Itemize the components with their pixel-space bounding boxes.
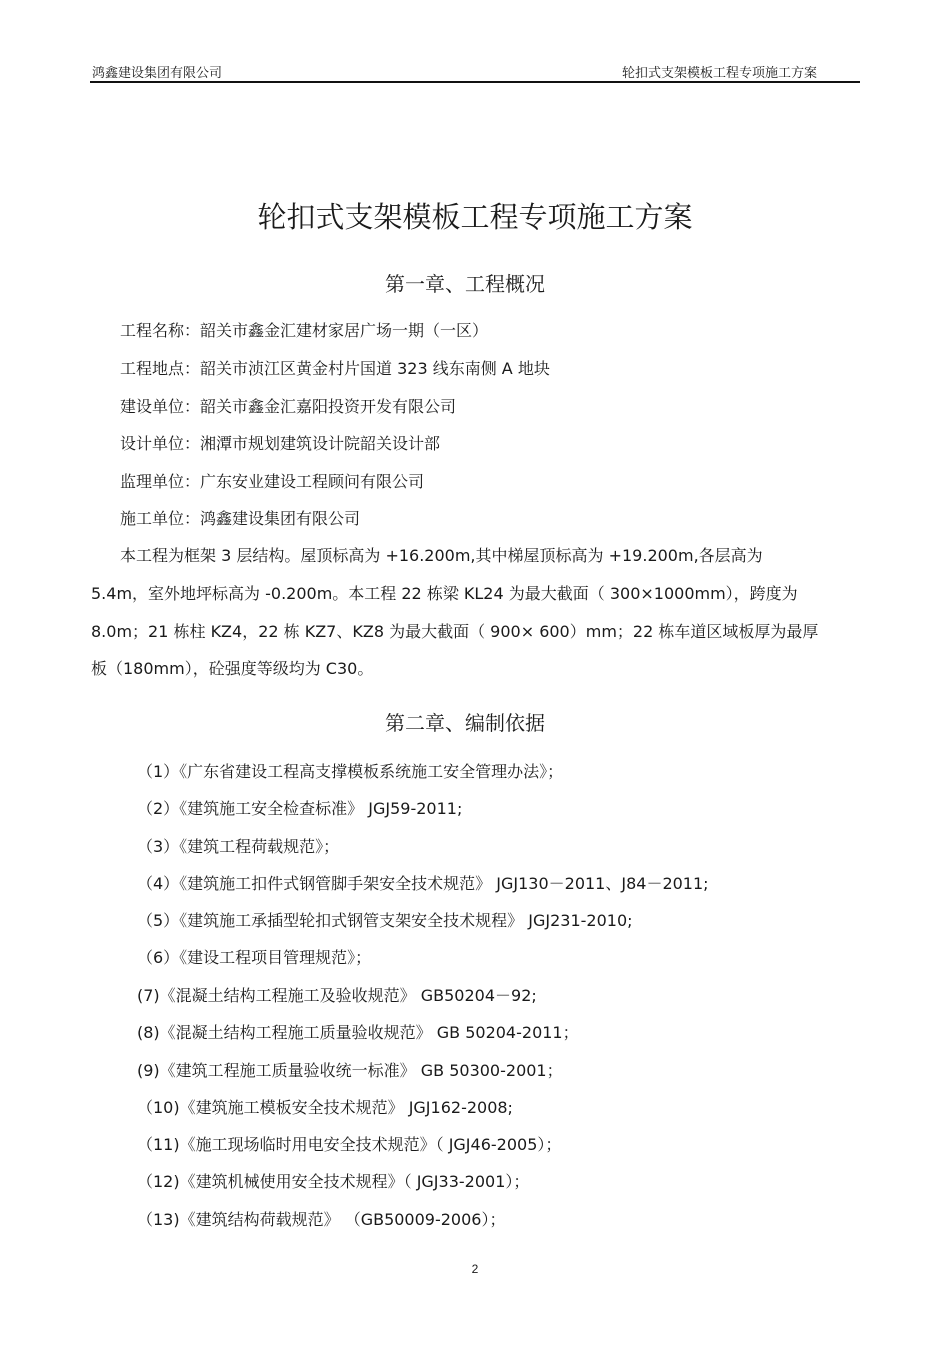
header-company: 鸿鑫建设集团有限公司 <box>92 66 223 81</box>
reference-item: （4）《建筑施工扣件式钢管脚手架安全技术规范》 JGJ130－2011、J84－2011; <box>137 874 709 893</box>
reference-item: （6）《建设工程项目管理规范》； <box>137 948 372 967</box>
reference-item: （3）《建筑工程荷载规范》； <box>137 837 340 856</box>
overview-paragraph-line: 板（180mm），砼强度等级均为 C30。 <box>91 659 374 678</box>
project-info-supervisor: 监理单位：广东安业建设工程顾问有限公司 <box>120 472 425 491</box>
document-title: 轮扣式支架模板工程专项施工方案 <box>257 200 693 234</box>
chapter-1-heading: 第一章、工程概况 <box>385 272 545 296</box>
chapter-2-heading: 第二章、编制依据 <box>385 711 545 735</box>
project-info-location: 工程地点：韶关市浈江区黄金村片国道 323 线东南侧 A 地块 <box>120 359 550 378</box>
reference-item: （10)《建筑施工模板安全技术规范》 JGJ162-2008; <box>137 1098 513 1117</box>
project-info-contractor: 施工单位：鸿鑫建设集团有限公司 <box>120 509 361 528</box>
project-info-name: 工程名称：韶关市鑫金汇建材家居广场一期（一区） <box>120 321 489 340</box>
overview-paragraph-line: 5.4m，室外地坪标高为 -0.200m。本工程 22 栋梁 KL24 为最大截面（ 300×1000mm），跨度为 <box>91 584 798 603</box>
reference-item: （1）《广东省建设工程高支撑模板系统施工安全管理办法》； <box>137 762 564 781</box>
reference-item: （2）《建筑施工安全检查标准》 JGJ59-2011; <box>137 799 463 818</box>
reference-item: （12)《建筑机械使用安全技术规程》（ JGJ33-2001）； <box>137 1172 530 1191</box>
reference-item: （5）《建筑施工承插型轮扣式钢管支架安全技术规程》 JGJ231-2010; <box>137 911 633 930</box>
overview-paragraph-line: 8.0m；21 栋柱 KZ4，22 栋 KZ7、KZ8 为最大截面（ 900× 600）mm；22 栋车道区域板厚为最厚 <box>91 622 819 641</box>
reference-item: (9)《建筑工程施工质量验收统一标准》 GB 50300-2001； <box>137 1061 563 1080</box>
header-divider <box>90 81 860 83</box>
overview-paragraph-line: 本工程为框架 3 层结构。屋顶标高为 +16.200m,其中梯屋顶标高为 +19.200m,各层高为 <box>120 546 763 565</box>
project-info-owner: 建设单位：韶关市鑫金汇嘉阳投资开发有限公司 <box>120 397 457 416</box>
reference-item: （11)《施工现场临时用电安全技术规范》（ JGJ46-2005）； <box>137 1135 562 1154</box>
reference-item: (7)《混凝土结构工程施工及验收规范》 GB50204－92; <box>137 986 537 1005</box>
header-doc-title: 轮扣式支架模板工程专项施工方案 <box>622 66 818 81</box>
page-number: 2 <box>471 1262 479 1276</box>
reference-item: （13)《建筑结构荷载规范》 （GB50009-2006）； <box>137 1210 506 1229</box>
project-info-designer: 设计单位：湘潭市规划建筑设计院韶关设计部 <box>120 434 441 453</box>
reference-item: (8)《混凝土结构工程施工质量验收规范》 GB 50204-2011； <box>137 1023 579 1042</box>
